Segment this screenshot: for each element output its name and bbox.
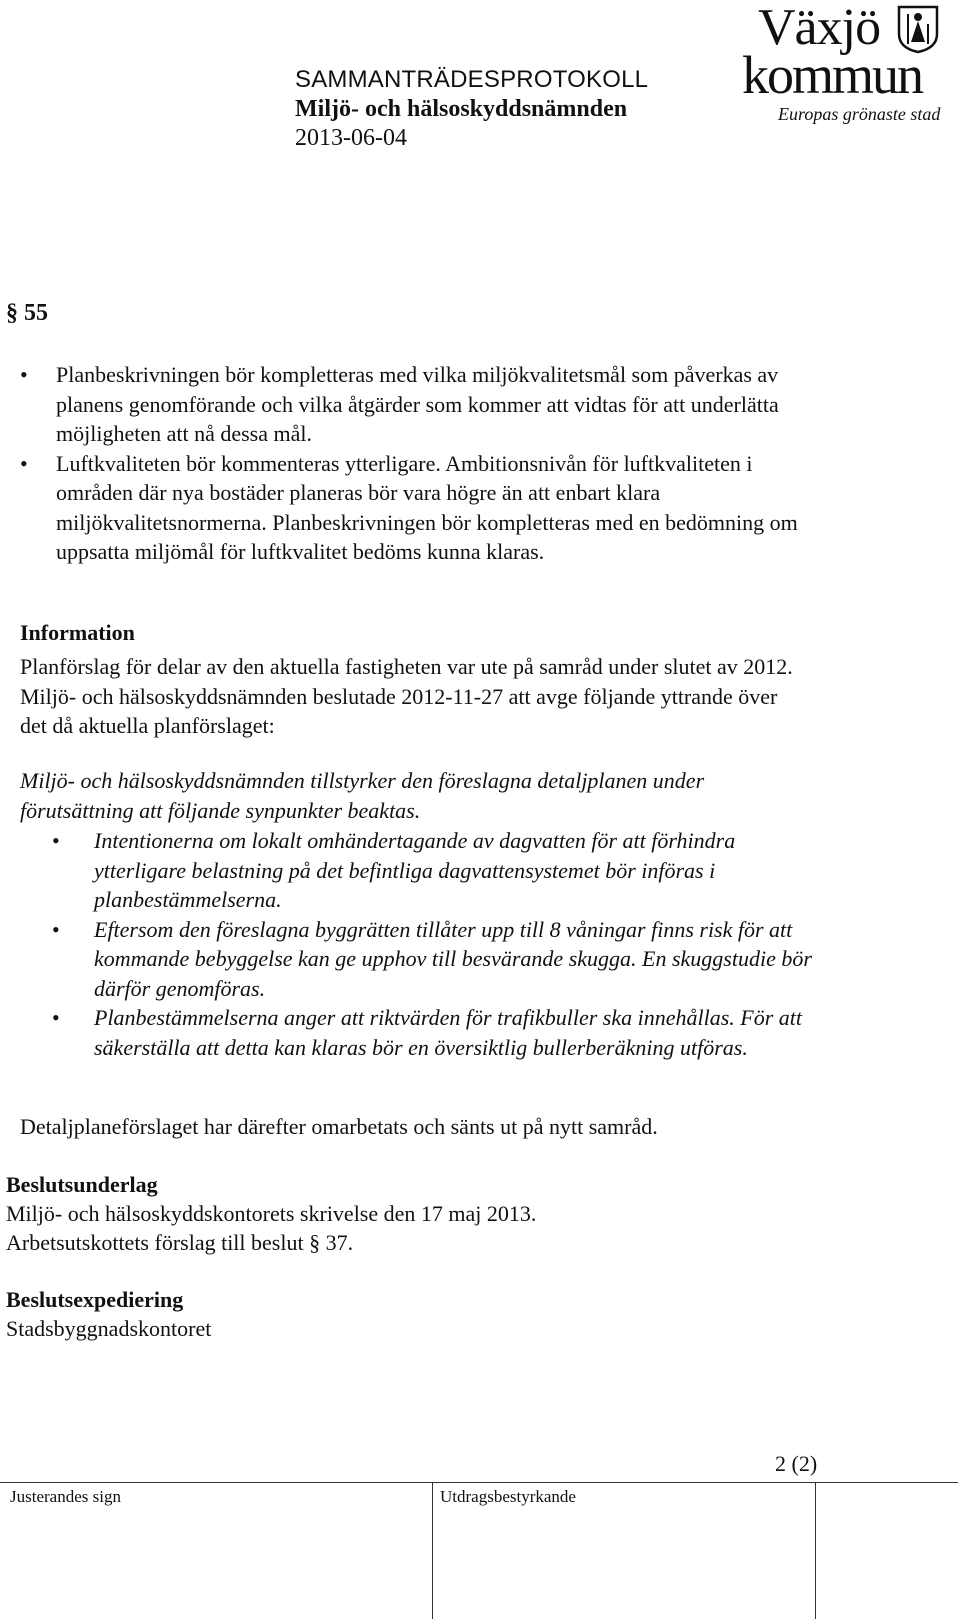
paragraph-value: 55 bbox=[24, 300, 48, 326]
list-item-text: Luftkvaliteten bör kommenteras ytterligare. Ambitionsnivån för luftkvaliteten i områden där nya bostäder planeras bör vara högre än att enbart klara miljökvalitetsnormerna. Planbeskrivningen bör kompletteras med en bedömning om uppsatta miljömål för luftkvalitet bedöms kunna klaras. bbox=[56, 450, 798, 564]
list-item-text: Planbeskrivningen bör kompletteras med vilka miljökvalitetsmål som påverkas av planens genomförande och vilka åtgärder som kommer att vidtas för att underlätta möjligheten att nå dessa mål. bbox=[56, 362, 779, 446]
quoted-conditions-list bbox=[52, 826, 812, 1062]
meeting-date: 2013-06-04 bbox=[295, 125, 407, 151]
information-heading: Information bbox=[20, 620, 135, 645]
list-item bbox=[52, 1003, 812, 1062]
adjuster-signature-label: Justerandes sign bbox=[10, 1487, 121, 1506]
logo-text-vaxjo: Växjö bbox=[758, 0, 881, 56]
decision-basis-heading: Beslutsunderlag bbox=[6, 1172, 158, 1197]
bullet-icon: • bbox=[20, 450, 28, 476]
paragraph-number bbox=[6, 300, 48, 327]
bullet-icon: • bbox=[52, 828, 60, 853]
page-number: 2 (2) bbox=[775, 1451, 818, 1476]
bullet-icon: • bbox=[52, 1005, 60, 1030]
footer-divider bbox=[432, 1482, 433, 1619]
bullet-icon: • bbox=[52, 916, 60, 942]
footer-divider bbox=[815, 1482, 816, 1619]
decision-dispatch-recipient: Stadsbyggnadskontoret bbox=[6, 1316, 212, 1341]
list-item bbox=[20, 360, 800, 449]
information-body: Planförslag för delar av den aktuella fastigheten var ute på samråd under slutet av 2012. Miljö- och hälsoskyddsnämnden beslutade 2012-11-27 att avge följande yttrande över det då aktuella planförslaget: bbox=[20, 654, 793, 738]
paragraph-symbol: § bbox=[6, 300, 18, 326]
list-item-text: Planbestämmelserna anger att riktvärden för trafikbuller ska innehållas. För att säkerställa att detta kan klaras bör en översiktlig bullerberäkning utföras. bbox=[94, 1005, 803, 1060]
logo-tagline: Europas grönaste stad bbox=[778, 104, 941, 124]
list-item bbox=[20, 449, 800, 567]
revision-note: Detaljplaneförslaget har därefter omarbetats och sänts ut på nytt samråd. bbox=[20, 1114, 658, 1139]
committee-name: Miljö- och hälsoskyddsnämnden bbox=[295, 96, 628, 122]
requirements-list bbox=[20, 360, 800, 567]
decision-basis-line: Miljö- och hälsoskyddskontorets skrivelse den 17 maj 2013. bbox=[6, 1201, 537, 1226]
logo-text-kommun: kommun bbox=[742, 45, 923, 105]
certification-label: Utdragsbestyrkande bbox=[440, 1487, 576, 1506]
bullet-icon: • bbox=[20, 362, 28, 387]
list-item bbox=[52, 915, 812, 1004]
quoted-statement-intro: Miljö- och hälsoskyddsnämnden tillstyrker den föreslagna detaljplanen under förutsättning att följande synpunkter beaktas. bbox=[20, 768, 705, 823]
decision-dispatch-heading: Beslutsexpediering bbox=[6, 1287, 184, 1312]
document-type-title: SAMMANTRÄDESPROTOKOLL bbox=[295, 66, 649, 93]
list-item-text: Intentionerna om lokalt omhändertagande av dagvatten för att förhindra ytterligare belastning på det befintliga dagvattensystemet bör införas i planbestämmelserna. bbox=[94, 828, 736, 912]
decision-basis-line: Arbetsutskottets förslag till beslut § 37. bbox=[6, 1230, 354, 1255]
list-item bbox=[52, 826, 812, 915]
municipality-logo bbox=[742, 0, 960, 130]
list-item-text: Eftersom den föreslagna byggrätten tillåter upp till 8 våningar finns risk för att kommande bebyggelse kan ge upphov till besvärande skugga. En skuggstudie bör därför genomföras. bbox=[94, 916, 812, 1001]
